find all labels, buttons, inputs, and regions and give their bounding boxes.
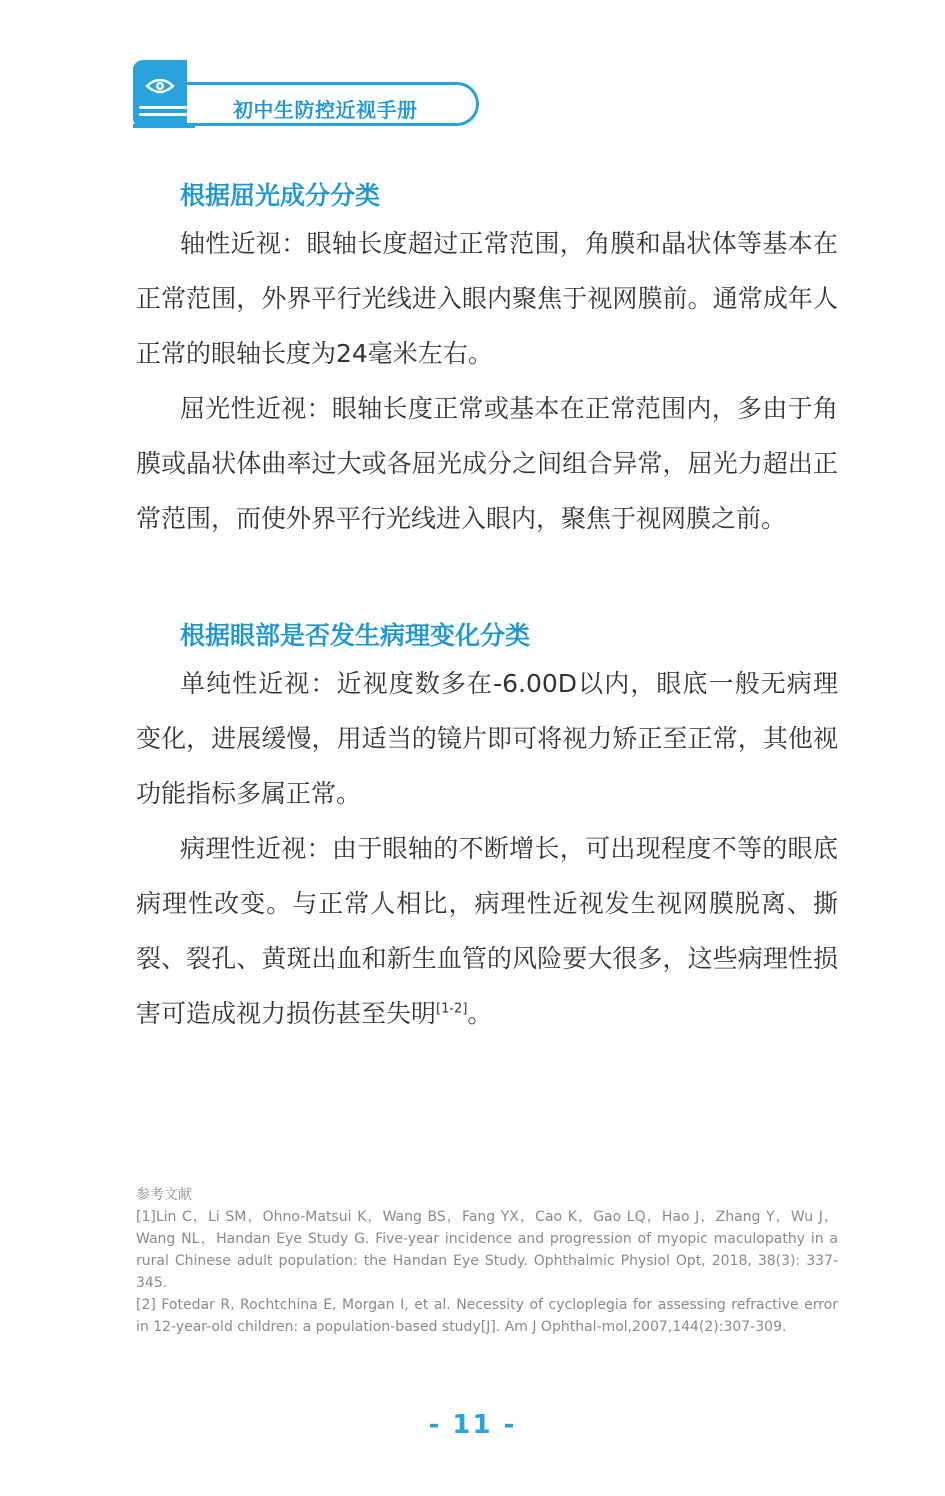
- header-tab: [133, 60, 187, 128]
- header-base-line: [133, 124, 195, 128]
- header-badge: [133, 60, 488, 132]
- section-heading: 根据眼部是否发生病理变化分类: [180, 621, 531, 650]
- references-title: 参考文献: [136, 1187, 192, 1203]
- paragraph-pathological-myopia: [136, 821, 838, 1041]
- eye-icon: [145, 76, 175, 96]
- main-content: [136, 176, 838, 1041]
- paragraph-text: 病理性近视：由于眼轴的不断增长，可出现程度不等的眼底病理性改变。与正常人相比，病理性近视发生视网膜脱离、撕裂、裂孔、黄斑出血和新生血管的风险要大很多，这些病理性损害可造成视力损伤甚至失明: [136, 834, 838, 1028]
- paragraph-refractive-myopia: 屈光性近视：眼轴长度正常或基本在正常范围内，多由于角膜或晶状体曲率过大或各屈光成分之间组合异常，屈光力超出正常范围，而使外界平行光线进入眼内，聚焦于视网膜之前。: [136, 394, 838, 533]
- paragraph-axial-myopia: 轴性近视：眼轴长度超过正常范围，角膜和晶状体等基本在正常范围，外界平行光线进入眼内聚焦于视网膜前。通常成年人正常的眼轴长度为24毫米左右。: [136, 229, 838, 368]
- section-heading: 根据屈光成分分类: [180, 181, 381, 210]
- section-pathology-classification: [136, 616, 838, 1041]
- section-refraction-classification: [136, 176, 838, 546]
- paragraph-simple-myopia: 单纯性近视：近视度数多在-6.00D以内，眼底一般无病理变化，进展缓慢，用适当的镜片即可将视力矫正至正常，其他视功能指标多属正常。: [136, 669, 838, 808]
- citation-marker: [1-2]: [436, 1001, 468, 1017]
- book-page-line: [139, 113, 187, 116]
- section-divider-space: [136, 546, 838, 616]
- references: [136, 1184, 838, 1338]
- reference-item: [2] Fotedar R, Rochtchina E, Morgan I, et al. Necessity of cycloplegia for assessing refractive error in 12-year-old children: a population-based study[J]. Am J Ophthal-mol,2007,144(2):307-309.: [136, 1297, 838, 1335]
- paragraph-end-punctuation: 。: [467, 999, 493, 1028]
- book-page-line: [139, 106, 187, 109]
- reference-item: [1]Lin C，Li SM，Ohno-Matsui K，Wang BS，Fang YX，Cao K，Gao LQ，Hao J，Zhang Y，Wu J，Wang NL，Handan Eye Study G. Five-year incidence and progression of myopic maculopathy in a rural Chinese adult population: the Handan Eye Study. Ophthalmic Physiol Opt, 2018, 38(3): 337-345.: [136, 1209, 838, 1291]
- page-number: - 11 -: [428, 1410, 517, 1440]
- handbook-title: 初中生防控近视手册: [233, 98, 418, 122]
